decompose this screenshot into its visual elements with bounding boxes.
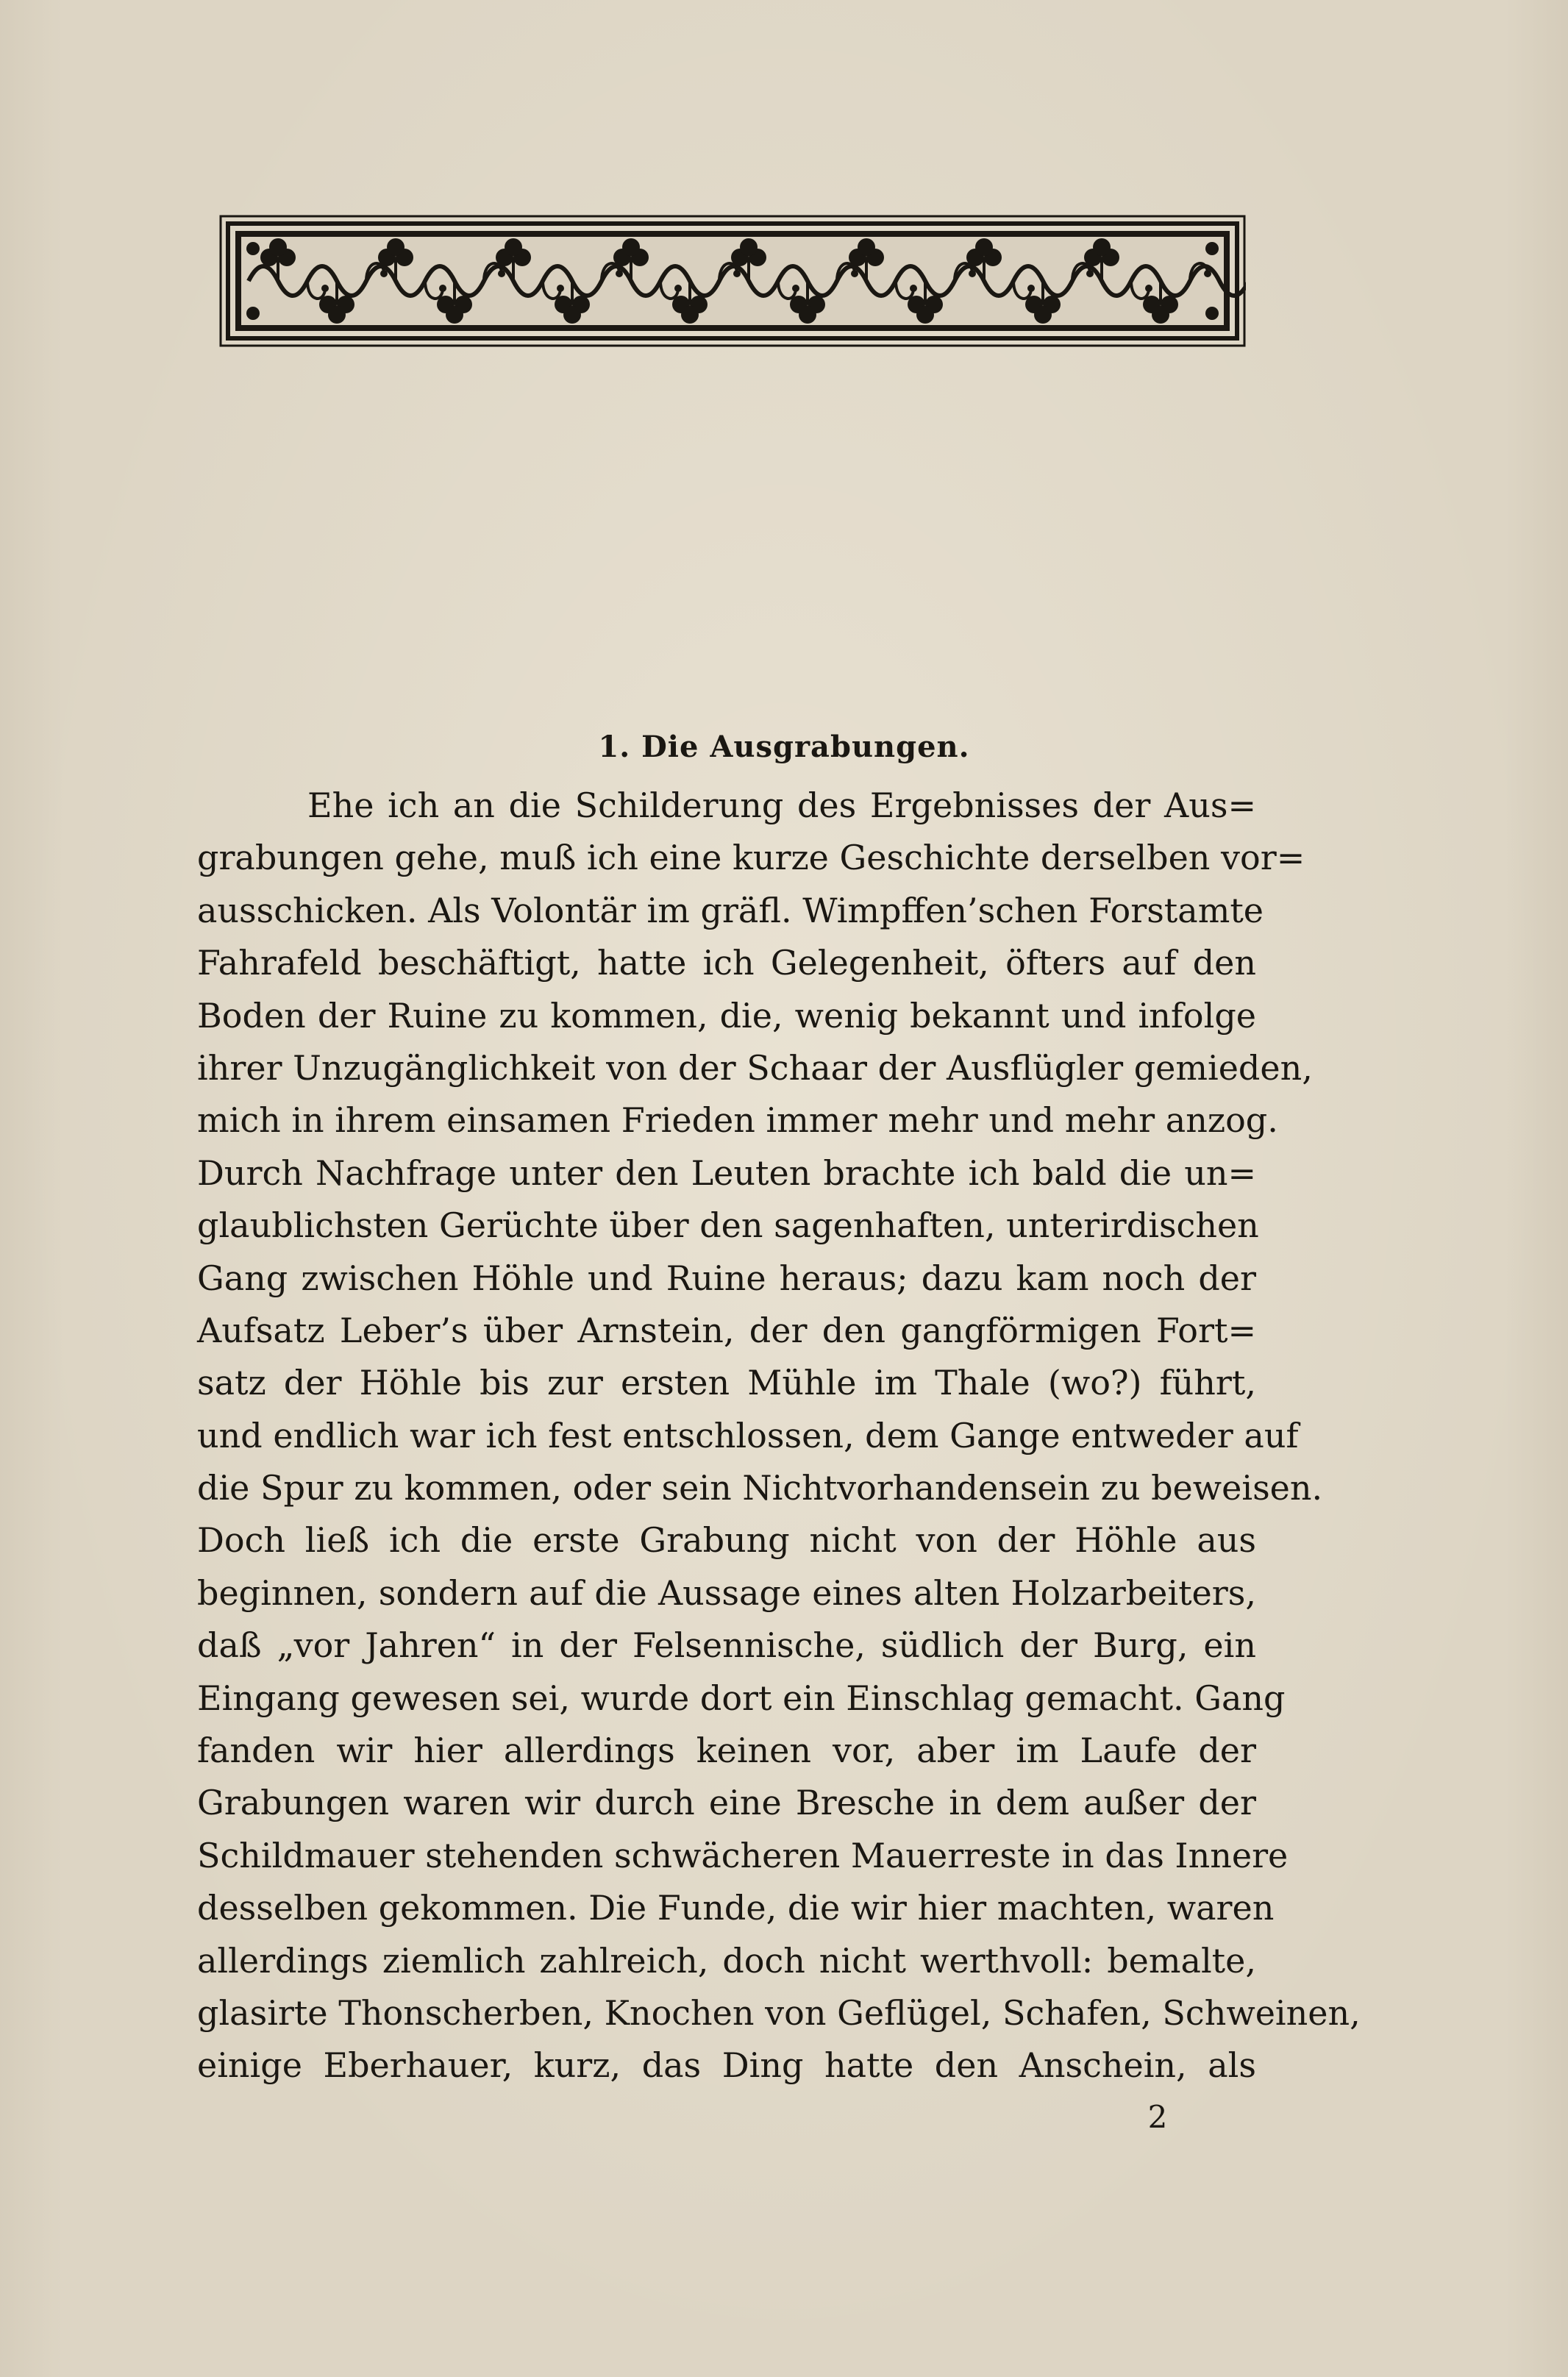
text-line: ausschicken. Als Volontär im gräfl. Wimpffen’schen Forstamte [197,890,1264,930]
text-line: allerdings ziemlich zahlreich, doch nicht werthvoll: bemalte, [197,1940,1256,1981]
text-line: glaublichsten Gerüchte über den sagenhaften, unterirdischen [197,1205,1259,1246]
text-line: mich in ihrem einsamen Frieden immer mehr und mehr anzog. [197,1100,1278,1141]
text-line: satz der Höhle bis zur ersten Mühle im Thale (wo?) führt, [197,1363,1256,1403]
text-line: die Spur zu kommen, oder sein Nichtvorhandensein zu beweisen. [197,1468,1323,1508]
floral-vine-border-icon [219,215,1246,347]
text-line: Doch ließ ich die erste Grabung nicht von der Höhle aus [197,1520,1256,1561]
text-line: desselben gekommen. Die Funde, die wir hier machten, waren [197,1888,1275,1928]
text-line: Aufsatz Leber’s über Arnstein, der den gangförmigen Fort= [197,1310,1256,1350]
text-line: Schildmauer stehenden schwächeren Mauerreste in das Innere [197,1835,1289,1875]
text-line: und endlich war ich fest entschlossen, dem Gange entweder auf [197,1415,1299,1455]
text-line: Durch Nachfrage unter den Leuten brachte ich bald die un= [197,1152,1256,1193]
text-line: Gang zwischen Höhle und Ruine heraus; dazu kam noch der [197,1258,1256,1298]
text-line: Ehe ich an die Schilderung des Ergebnisses der Aus= [307,785,1256,825]
text-line: Fahrafeld beschäftigt, hatte ich Gelegenheit, öfters auf den [197,943,1256,983]
chapter-heading: 1. Die Ausgrabungen. [598,730,970,764]
text-line: grabungen gehe, muß ich eine kurze Geschichte derselben vor= [197,838,1305,878]
text-line: fanden wir hier allerdings keinen vor, aber im Laufe der [197,1731,1256,1771]
body-text [197,780,1361,2092]
text-line: ihrer Unzugänglichkeit von der Schaar der Ausflügler gemieden, [197,1047,1313,1088]
page-number: 2 [1147,2099,1168,2135]
text-line: beginnen, sondern auf die Aussage eines alten Holzarbeiters, [197,1572,1256,1613]
text-line: glasirte Thonscherben, Knochen von Geflügel, Schafen, Schweinen, [197,1992,1361,2033]
text-line: einige Eberhauer, kurz, das Ding hatte den Anschein, als [197,2045,1256,2086]
text-line: Grabungen waren wir durch eine Bresche in dem außer der [197,1783,1256,1823]
text-line: Eingang gewesen sei, wurde dort ein Einschlag gemacht. Gang [197,1678,1286,1718]
text-line: Boden der Ruine zu kommen, die, wenig bekannt und infolge [197,995,1256,1036]
text-line: daß „vor Jahren“ in der Felsennische, südlich der Burg, ein [197,1625,1256,1666]
